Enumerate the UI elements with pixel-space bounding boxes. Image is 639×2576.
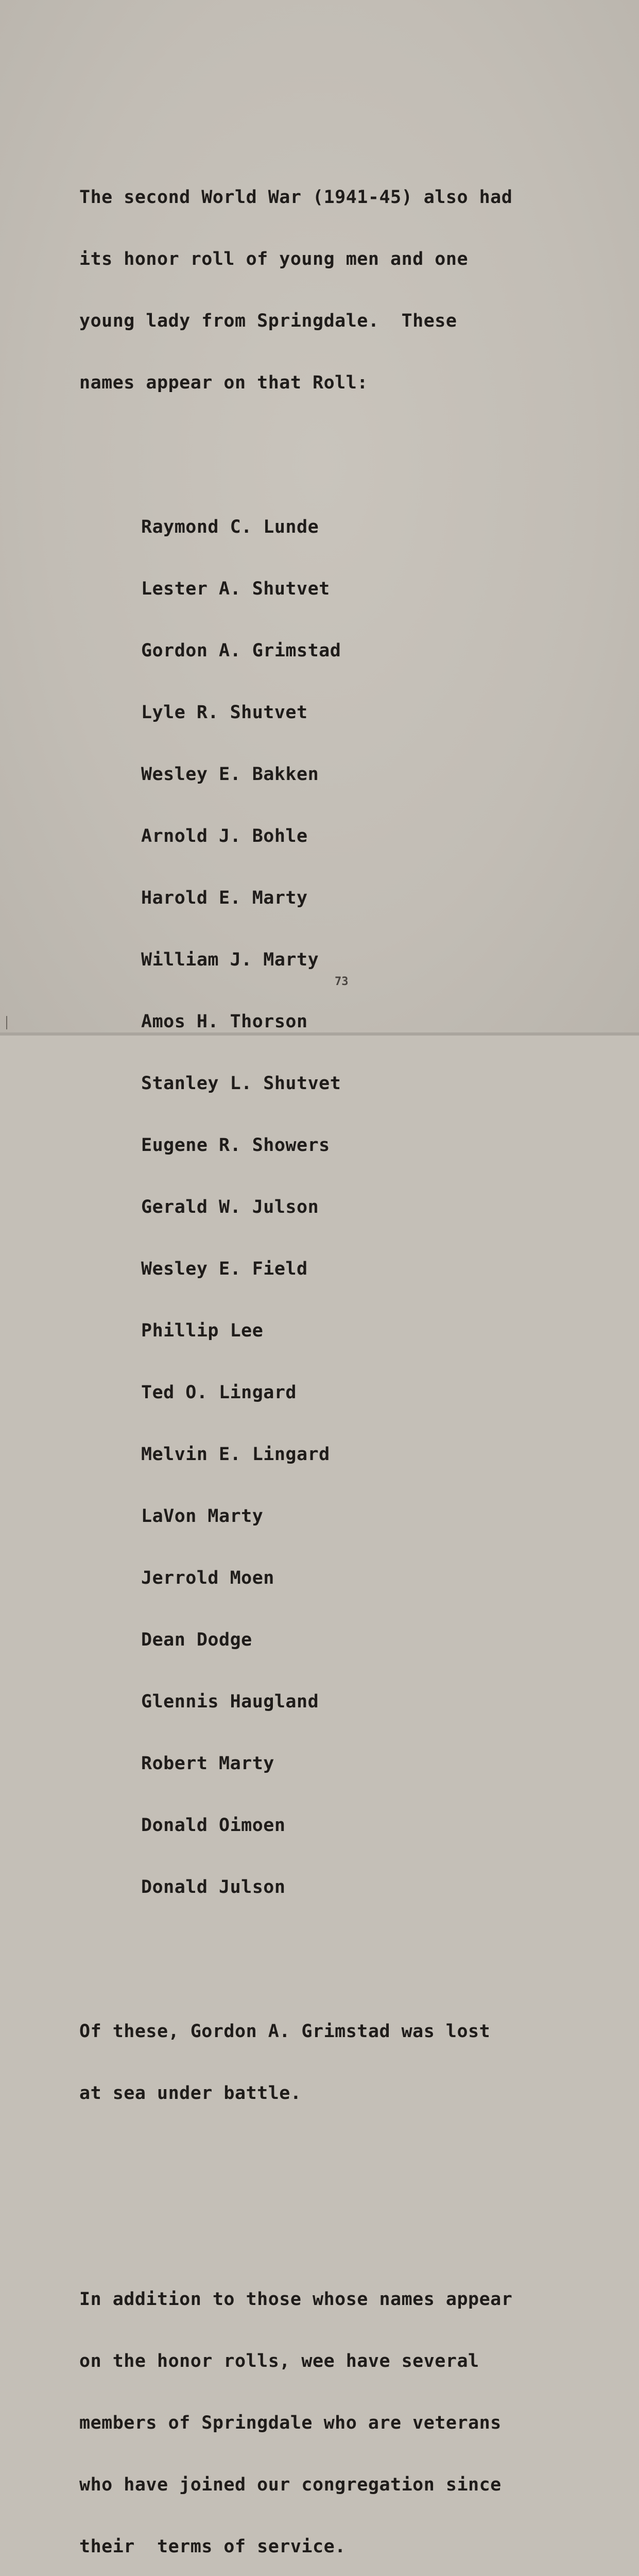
text-line: at sea under battle. <box>79 2083 302 2104</box>
page-number: 73 <box>335 975 349 988</box>
text-line: In addition to those whose names appear <box>79 2289 513 2310</box>
edge-mark <box>6 1016 7 1029</box>
honor-roll-name: Gerald W. Julson <box>141 1197 319 1217</box>
text-line: on the honor rolls, wee have several <box>79 2351 479 2371</box>
honor-roll-name: LaVon Marty <box>141 1506 264 1527</box>
honor-roll-name: Phillip Lee <box>141 1320 264 1341</box>
honor-roll-name: Wesley E. Bakken <box>141 764 319 785</box>
honor-roll-name: Robert Marty <box>141 1753 274 1774</box>
honor-roll-name: Eugene R. Showers <box>141 1135 330 1156</box>
honor-roll-name: Jerrold Moen <box>141 1568 274 1588</box>
text-line: members of Springdale who are veterans <box>79 2413 502 2433</box>
text-line: young lady from Springdale. These <box>79 311 457 331</box>
honor-roll-list <box>79 476 599 1939</box>
honor-roll-name: Melvin E. Lingard <box>141 1444 330 1465</box>
text-line: Of these, Gordon A. Grimstad was lost <box>79 2021 491 2042</box>
text-line: its honor roll of young men and one <box>79 249 469 269</box>
honor-roll-name: Dean Dodge <box>141 1630 252 1650</box>
honor-roll-name: Arnold J. Bohle <box>141 826 308 846</box>
text-line: names appear on that Roll: <box>79 372 368 393</box>
honor-roll-name: Gordon A. Grimstad <box>141 640 341 661</box>
text-line: The second World War (1941-45) also had <box>79 187 513 208</box>
veterans-paragraph <box>79 2248 599 2576</box>
honor-roll-name: Stanley L. Shutvet <box>141 1073 341 1094</box>
honor-roll-name: Glennis Haugland <box>141 1691 319 1712</box>
page-bottom-edge <box>0 1032 639 1036</box>
text-line: their terms of service. <box>79 2536 346 2557</box>
honor-roll-name: Raymond C. Lunde <box>141 517 319 537</box>
honor-roll-name: Donald Julson <box>141 1877 286 1897</box>
honor-roll-name: Donald Oimoen <box>141 1815 286 1836</box>
honor-roll-name: Lester A. Shutvet <box>141 579 330 599</box>
honor-roll-name: Amos H. Thorson <box>141 1011 308 1032</box>
text-line: who have joined our congregation since <box>79 2475 502 2495</box>
intro-paragraph <box>79 146 599 434</box>
honor-roll-name: William J. Marty <box>141 950 319 970</box>
honor-roll-name: Wesley E. Field <box>141 1259 308 1279</box>
paragraph-gap <box>79 2186 599 2207</box>
lost-at-sea-paragraph <box>79 1980 599 2145</box>
honor-roll-name: Lyle R. Shutvet <box>141 702 308 723</box>
honor-roll-name: Ted O. Lingard <box>141 1382 297 1403</box>
page-text <box>79 105 599 2576</box>
honor-roll-name: Harold E. Marty <box>141 888 308 908</box>
